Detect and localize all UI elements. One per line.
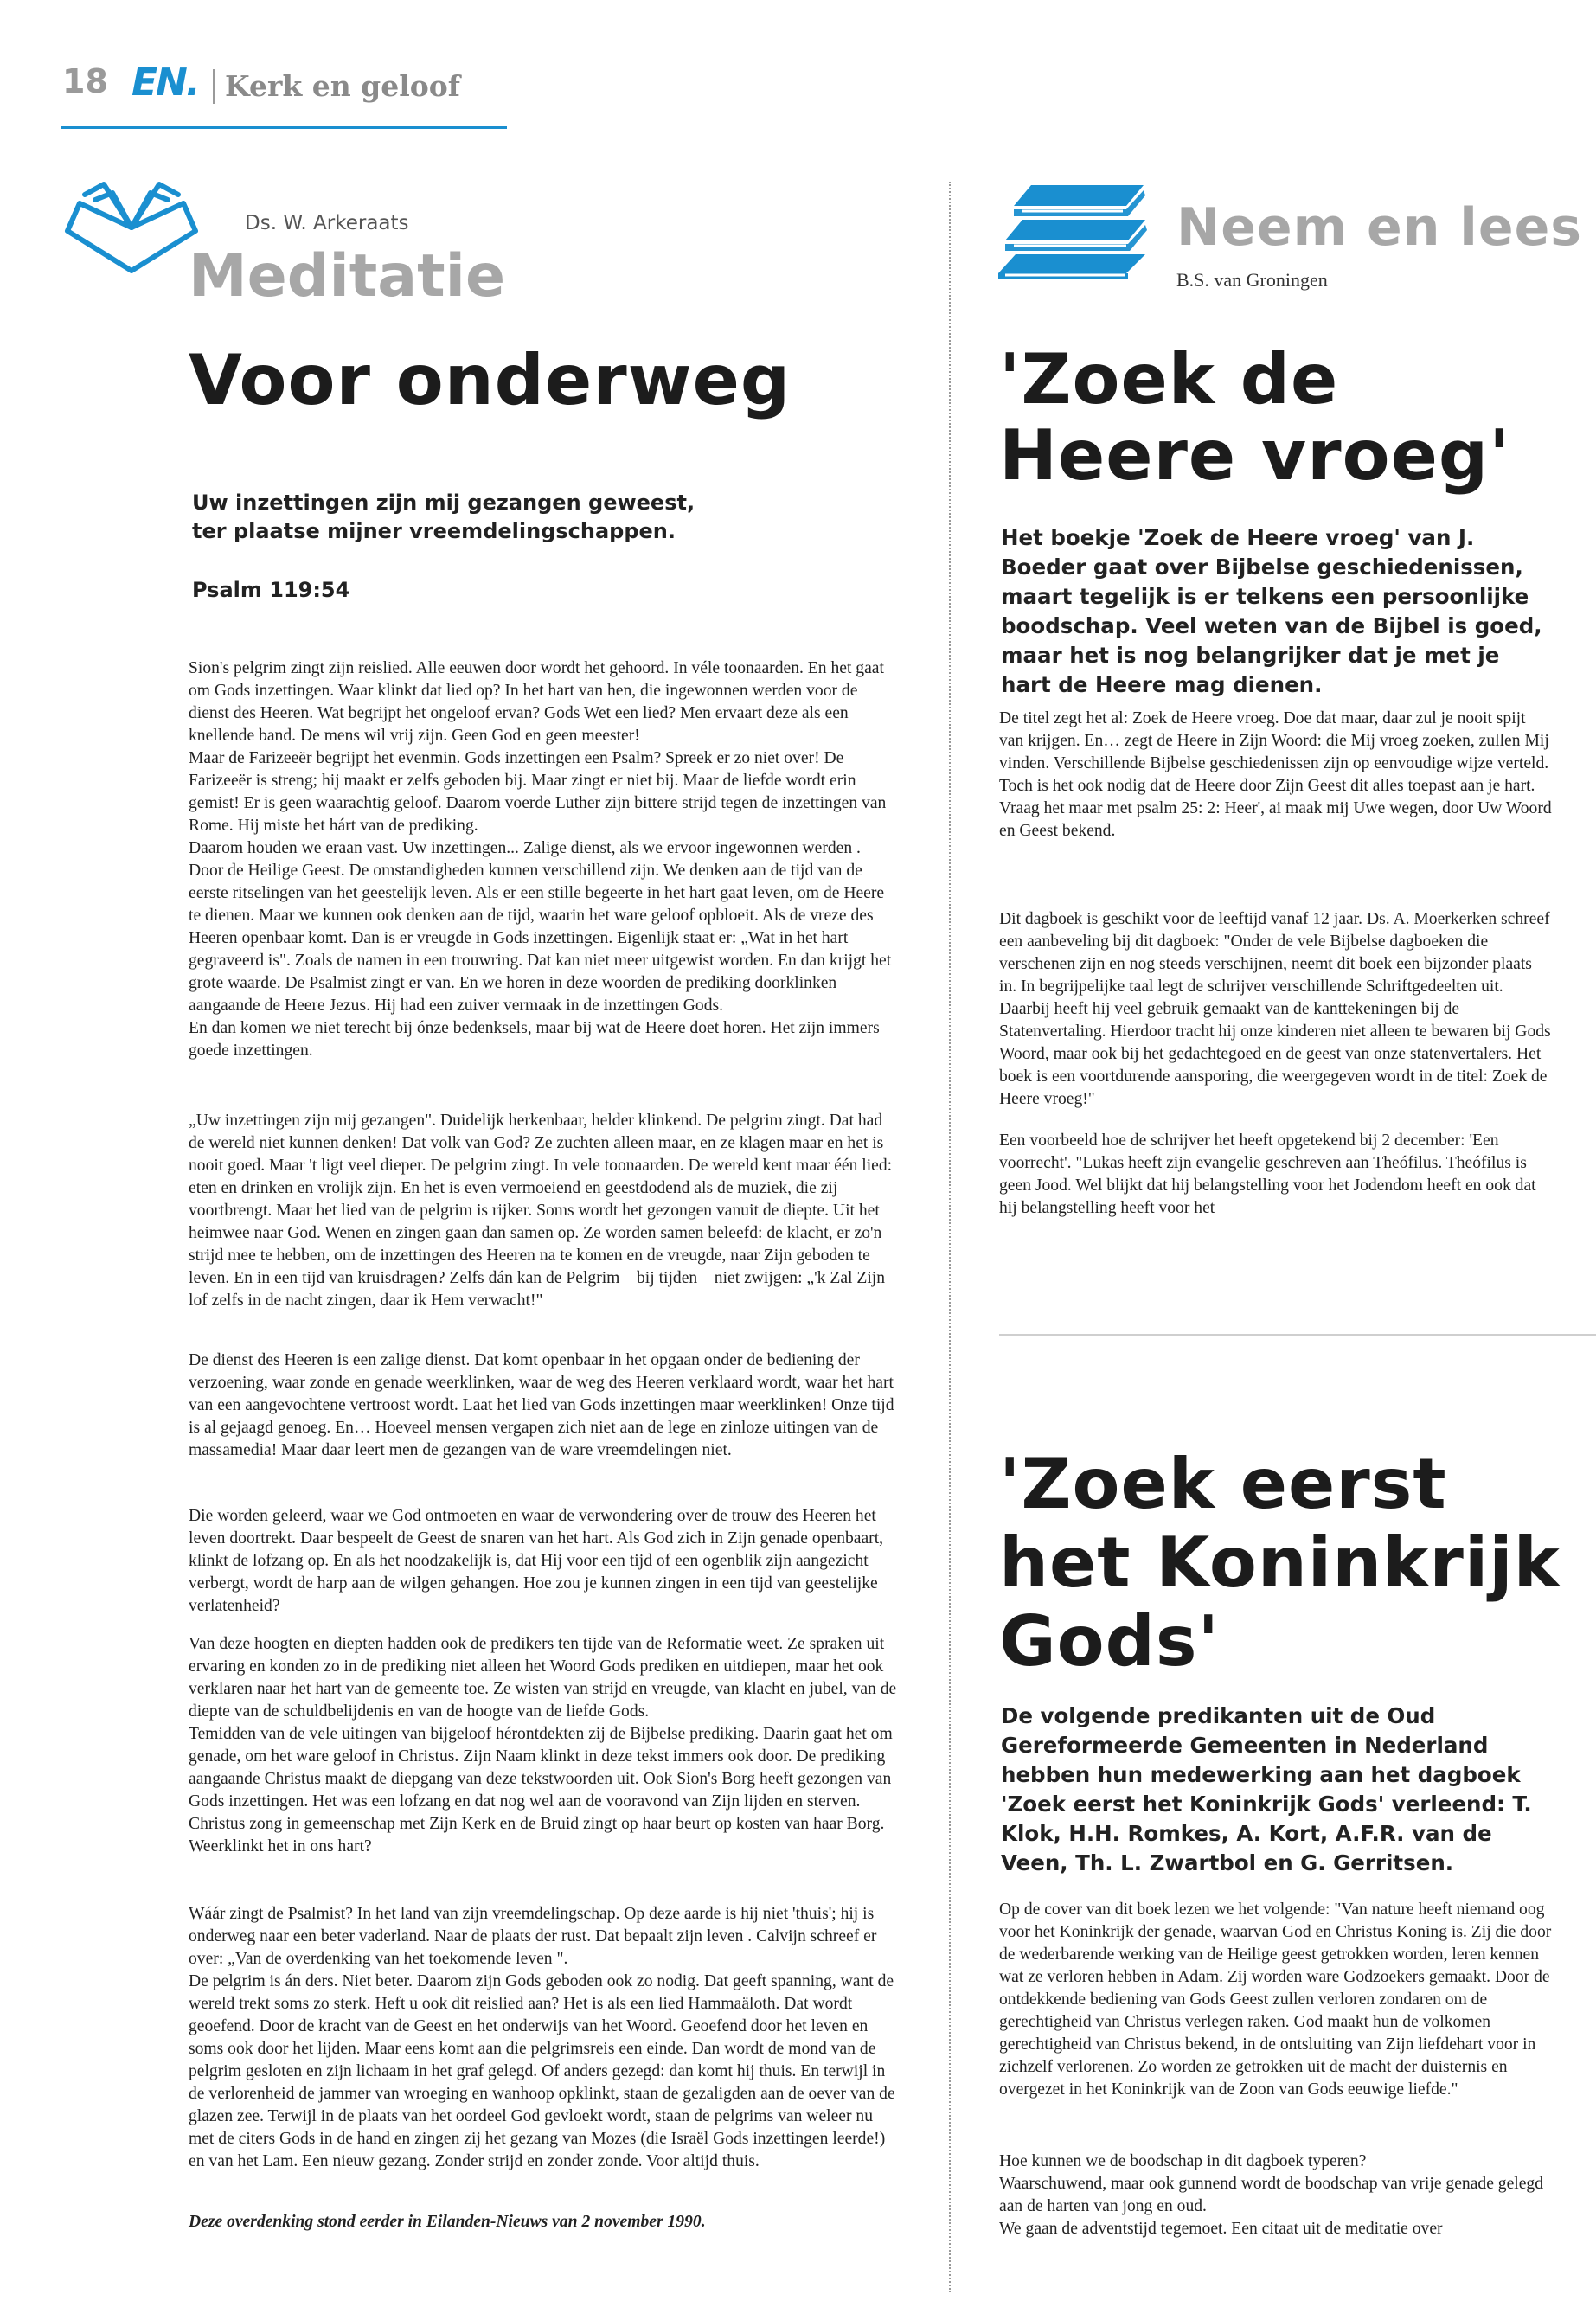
article-title: 'Zoek de Heere vroeg' <box>999 339 1511 496</box>
article-paragraph: Sion's pelgrim zingt zijn reislied. Alle eeuwen door wordt het gehoord. In véle toonaarden. En het gaat om Gods inzettingen. Waar klinkt dat lied op? In het hart van hen, die ingewonnen werden voor de dienst des Heeren. Wat begrijpt het ongeloof ervan? Gods Wet een lied? Men ervaart deze als een knellende band. De mens wil vrij zijn. Geen God en geen meester! Maar de Farizeeër begrijpt het evenmin. Gods inzettingen een Psalm? Spreek er zo niet over! De Farizeeër is streng; hij maakt er zelfs geboden bij. Maar zingt er niet bij. Maar de liefde wordt erin gemist! Er is geen waarachtig geloof. Daarom voerde Luther zijn bittere strijd tegen de inzettingen van Rome. Hij miste het hárt van de prediking. Daarom houden we eraan vast. Uw inzettingen... Zalige dienst, als we ervoor ingewonnen werden . Door de Heilige Geest. De omstandigheden kunnen verschillend zijn. We denken aan de tijd van de eerste ritselingen van het geestelijk leven. Als er een stille begeerte in het hart gaat leven, om de Heere te dienen. Maar we kunnen ook denken aan de tijd, waarin het ware geloof opbloeit. Als de vreze des Heeren openbaar komt. Dan is er vreugde in Gods inzettingen. Eigenlijk staat er: „Wat in het hart gegraveerd is". Zoals de namen in een trouwring. Dat kan niet meer uitgewist worden. En dan krijgt het grote waarde. De Psalmist zingt er van. En we horen in deze woorden de prediking doorklinken aangaande de Heere Jezus. Hij had een zuiver vermaak in de inzettingen Gods. En dan komen we niet terecht bij ónze bedenksels, maar bij wat de Heere doet horen. Het zijn immers goede inzettingen. <box>189 659 892 1060</box>
article-paragraph: „Uw inzettingen zijn mij gezangen". Duidelijk herkenbaar, helder klinkend. De pelgrim zingt. Dat had de wereld niet kunnen denken! Dat volk van God? Ze zuchten alleen maar, en ze klagen maar en het is nooit goed. Maar 't ligt veel dieper. De pelgrim zingt. In vele toonaarden. De wereld kent maar één lied: eten en drinken en vrolijk zijn. En het is even vermoeiend en geestdodend als de muziek, die zij voortbrengt. Maar het lied van de pelgrim is rijker. Soms wordt het gezongen vanuit de diepte. Uit het heimwee naar God. Wenen en zingen gaan dan samen op. Ze worden samen beleefd: de klacht, er zo'n strijd mee te hebben, om de inzettingen des Heeren na te komen en de vreugde, naar Zijn geboden te leven. En in een tijd van kruisdragen? Zelfs dán kan de Pelgrim – bij tijden – niet zwijgen: „'k Zal Zijn lof zelfs in de nacht zingen, daar ik Hem verwacht!" <box>189 1112 893 1310</box>
article-paragraph: Hoe kunnen we de boodschap in dit dagboek typeren? Waarschuwend, maar ook gunnend wordt de boodschap van vrije genade gelegd aan de harten van jong en oud. We gaan de adventstijd tegemoet. Een citaat uit de meditatie over <box>999 2152 1544 2238</box>
scripture-reference: Psalm 119:54 <box>192 578 350 602</box>
scripture-quote: Uw inzettingen zijn mij gezangen geweest, ter plaatse mijner vreemdelingschappen. <box>192 490 695 543</box>
article-paragraph: Die worden geleerd, waar we God ontmoeten en waar de verwondering over de trouw des Heeren het leven doortrekt. Daar bespeelt de Geest de snaren van het hart. Als God zich in Zijn genade openbaart, klinkt de lofzang op. En als het noodzakelijk is, dat Hij voor een tijd of een ogenblik zijn aangezicht verbergt, wordt de harp aan de wilgen gehangen. Hoe zou je kunnen zingen in een tijd van geestelijke verlatenheid? <box>189 1507 884 1615</box>
article-footnote: Deze overdenking stond eerder in Eilanden-Nieuws van 2 november 1990. <box>189 2213 706 2231</box>
article-paragraph: Wáár zingt de Psalmist? In het land van zijn vreemdelingschap. Op deze aarde is hij niet 'thuis'; hij is onderweg naar een beter vaderland. Naar de plaats der rust. Dat bepaalt zijn leven . Calvijn schreef er over: „Van de overdenking van het toekomende leven ". De pelgrim is án ders. Niet beter. Daarom zijn Gods geboden ook zo nodig. Dat geeft spanning, want de wereld trekt soms zo sterk. Heft u ook dit reislied aan? Het is als een lied Hammaäloth. Dat wordt geoefend. Door de kracht van de Geest en het onderwijs van het Woord. Geoefend door het leven en soms ook door het lijden. Maar eens komt aan die pelgrimsreis een einde. Dan wordt de mond van de pelgrim gesloten en zijn lichaam in het graf gelegd. Of anders gezegd: dan komt hij thuis. En terwijl in de verlorenheid de jammer van wroeging en wanhoop opklinkt, staan de gezaligden aan de oever van de glazen zee. Terwijl in de plaats van het oordeel God gevloekt wordt, staan de pelgrims van weleer nu met de citers Gods in de hand en zingen zij het gezang van Mozes (die Israël Gods inzettingen leerde!) en van het Lam. Een nieuw gezang. Zonder strijd en zonder zonde. Voor altijd thuis. <box>189 1905 895 2170</box>
article-paragraph: Op de cover van dit boek lezen we het volgende: "Van nature heeft niemand oog voor het Koninkrijk der genade, waarvan God en Christus Koning is. Zij die door de wederbarende werking van de Heilige geest getrokken worden, leren kennen wat ze verloren hebben in Adam. Zij worden ware Godzoekers gemaakt. Door de ontdekkende bediening van Gods Geest zullen verloren zondaren om de gerechtigheid van Christus verlegen raken. God maakt hun de volkomen gerechtigheid van Christus bekend, in de ontsluiting van Zijn liefdehart voor in zichzelf verlorenen. Zo worden ze getrokken uit de macht der duisternis en overgezet in het Koninkrijk van de Zoon van Gods eeuwige liefde." <box>999 1900 1552 2099</box>
article-intro: Het boekje 'Zoek de Heere vroeg' van J. Boeder gaat over Bijbelse geschiedenissen, maart tegelijk is er telkens een persoonlijke boodschap. Veel weten van de Bijbel is goed, maar het is nog belangrijker dat je met je hart de Heere mag dienen. <box>1001 525 1542 697</box>
section-title: Kerk en geloof <box>225 69 460 103</box>
column-kicker: Meditatie <box>189 242 506 311</box>
article-title: 'Zoek eerst het Koninkrijk Gods' <box>999 1444 1561 1682</box>
article-author: Ds. W. Arkeraats <box>245 212 409 234</box>
article-paragraph: De titel zegt het al: Zoek de Heere vroeg. Doe dat maar, daar zul je nooit spijt van krijgen. En… zegt de Heere in Zijn Woord: die Mij vroeg zoeken, zullen Mij vinden. Verschillende Bijbelse geschiedenissen zijn op eenvoudige wijze verteld. Toch is het ook nodig dat de Heere door Zijn Geest dit alles toepast aan je hart. Vraag het maar met psalm 25: 2: Heer', ai maak mij Uwe wegen, door Uw Woord en Geest bekend. <box>999 709 1552 840</box>
open-bible-heart-icon <box>61 177 203 277</box>
article-title: Voor onderweg <box>189 340 792 420</box>
header-separator <box>213 69 215 104</box>
column-kicker: Neem en lees <box>1176 197 1582 258</box>
header-rule <box>61 126 507 129</box>
stacked-books-icon <box>997 183 1150 280</box>
article-paragraph: Een voorbeeld hoe de schrijver het heeft opgetekend bij 2 december: 'Een voorrecht'. "Lukas heeft zijn evangelie geschreven aan Theófilus. Theófilus is geen Jood. Wel blijkt dat hij belangstelling voor het Jodendom heeft en ook dat hij belangstelling heeft voor het <box>999 1131 1536 1217</box>
article-paragraph: De dienst des Heeren is een zalige dienst. Dat komt openbaar in het opgaan onder de bediening der verzoening, waar zonde en genade weerklinken, waar de weg des Heeren verklaard wordt, waar het hart van een aangevochtene vertroost wordt. Laat het lied van Gods inzettingen maar weerklinken! Onze tijd is al gejaagd genoeg. En… Hoeveel mensen vergapen zich niet aan de lege en zinloze uitingen van de massamedia! Maar daar leert men de gezangen van de ware vreemdelingen niet. <box>189 1351 894 1459</box>
article-author: B.S. van Groningen <box>1176 269 1328 291</box>
article-divider <box>999 1334 1596 1336</box>
column-separator <box>949 182 951 2292</box>
article-paragraph: Van deze hoogten en diepten hadden ook de predikers ten tijde van de Reformatie weet. Ze spraken uit ervaring en konden zo in de prediking niet alleen het Woord Gods prediken en uitdiepen, maar het ook verklaren naar het hart van de gemeente toe. Ze wisten van strijd en vreugde, van klacht en jubel, van de diepte van de schuldbelijdenis en van de hoogte van de liefde Gods. Temidden van de vele uitingen van bijgeloof hérontdekten zij de Bijbelse prediking. Daarin gaat het om genade, om het ware geloof in Christus. Zijn Naam klinkt in deze tekst immers ook door. De prediking aangaande Christus maakt de diepgang van deze tekstwoorden uit. Ook Sion's Borg heeft gezongen van Gods inzettingen. Het was een lofzang en dat nog wel aan de vooravond van Zijn lijden en sterven. Christus zong in gemeenschap met Zijn Kerk en de Bruid zingt op haar beurt op kosten van haar Borg. Weerklinkt het in ons hart? <box>189 1635 897 1856</box>
page-number: 18 <box>62 62 108 100</box>
article-intro: De volgende predikanten uit de Oud Gereformeerde Gemeenten in Nederland hebben hun medewerking aan het dagboek 'Zoek eerst het Koninkrijk Gods' verleend: T. Klok, H.H. Romkes, A. Kort, A.F.R. van de Veen, Th. L. Zwartbol en G. Gerritsen. <box>1001 1703 1532 1875</box>
article-paragraph: Dit dagboek is geschikt voor de leeftijd vanaf 12 jaar. Ds. A. Moerkerken schreef een aanbeveling bij dit dagboek: "Onder de vele Bijbelse dagboeken die verschenen zijn en nog steeds verschijnen, neemt dit boek een bijzonder plaats in. In begrijpelijke taal legt de schrijver verschillende Schriftgedeelten uit. Daarbij heeft hij veel gebruik gemaakt van de kanttekeningen bij de Statenvertaling. Hierdoor tracht hij onze kinderen niet alleen te bewaren bij Gods Woord, maar ook bij het gedachtegoed en de geest van onze statenvertalers. Het boek is een voortdurende aansporing, die weergegeven wordt in de titel: Zoek de Heere vroeg!" <box>999 910 1551 1108</box>
publication-logo: EN. <box>131 61 199 105</box>
